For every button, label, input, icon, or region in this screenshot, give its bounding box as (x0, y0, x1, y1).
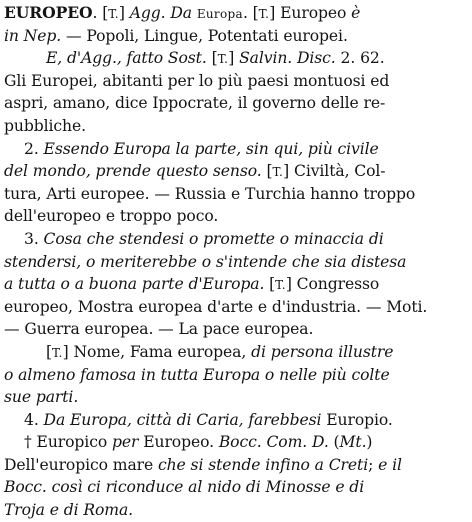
entry-line (4, 160, 468, 183)
entry-text-segment: . [ (242, 4, 259, 22)
entry-text-segment: tura, Arti europee. — Russia e Turchia hanno troppo (4, 184, 416, 203)
entry-text-segment: Troja e di Roma. (4, 501, 134, 520)
entry-line (4, 476, 468, 499)
entry-text-segment: a tutta o a buona parte d'Europa. (4, 275, 265, 294)
entry-line (4, 499, 468, 522)
entry-text-segment: E, d'Agg., fatto Sost. (46, 49, 207, 68)
entry-line (4, 273, 468, 296)
entry-text-segment: è (351, 4, 361, 22)
entry-line (4, 92, 468, 115)
entry-text-segment: † Europico (24, 433, 112, 452)
entry-text-segment: o almeno famosa in tutta Europa o nelle più colte (4, 365, 390, 384)
entry-text-segment: pubbliche. (4, 116, 86, 135)
entry-line (4, 251, 468, 274)
entry-text-segment: Europa (196, 7, 243, 21)
entry-text-segment: che si stende infino a Creti (157, 455, 369, 474)
entry-line (4, 341, 468, 364)
entry-text-segment: del mondo, prende questo senso. (4, 162, 262, 181)
entry-text-segment: . [ (92, 4, 109, 22)
entry-text-segment: stendersi, o meriterebbe o s'intende che sia distesa (4, 252, 407, 271)
entry-text-segment: — Guerra europea. — La pace europea. (4, 320, 314, 339)
entry-text-segment: 3. (24, 229, 44, 248)
entry-text-segment: Dell'europico mare (4, 455, 158, 474)
entry-line (4, 364, 468, 387)
entry-line (4, 70, 468, 93)
entry-text-segment: Bocc. così ci riconduce al nido di Minosse e di (4, 478, 365, 497)
entry-text-segment: ] Civiltà, Col- (283, 162, 386, 181)
entry-line (4, 47, 468, 70)
entry-line (4, 115, 468, 138)
entry-text-segment: EUROPEO (4, 3, 93, 22)
entry-text-segment: T. (217, 52, 229, 67)
entry-line (4, 431, 468, 454)
entry-text-segment: e il (378, 455, 402, 474)
entry-text-segment: 2. 62. (335, 49, 385, 68)
entry-text-segment: T. (275, 278, 286, 293)
entry-text-segment: T. (108, 7, 119, 21)
entry-text-segment: ; (368, 455, 379, 474)
entry-line (4, 409, 468, 432)
entry-text-segment: dell'europeo e troppo poco. (4, 207, 219, 226)
entry-line (4, 138, 468, 161)
entry-text-segment: [ (264, 275, 276, 294)
entry-text-segment: per (111, 433, 139, 452)
entry-text-segment: 4. (24, 410, 44, 429)
entry-text-segment: Da Europa, città di Caria, farebbesi (43, 410, 322, 429)
entry-line (4, 183, 468, 206)
entry-line (4, 454, 468, 477)
entry-text-segment: [ (206, 49, 218, 68)
entry-text-segment: aspri, amano, dice Ippocrate, il governo delle re- (4, 94, 386, 113)
entry-text-segment: Essendo Europa la parte, sin qui, più civile (43, 139, 379, 158)
entry-text-segment: sue parti. (4, 388, 79, 407)
entry-text-segment: Gli Europei, abitanti per lo più paesi montuosi ed (4, 71, 390, 90)
entry-text-segment: Salvin. Disc. (239, 49, 336, 68)
entry-text-segment: ] (118, 4, 130, 22)
entry-text-segment: [ (46, 342, 52, 361)
entry-text-segment: Mt. (339, 433, 367, 452)
entry-line (4, 228, 468, 251)
entry-text-segment: Cosa che stendesi o promette o minaccia di (43, 229, 384, 248)
entry-text-segment: T. (258, 7, 270, 21)
entry-text-segment: ] Nome, Fama europea, (62, 342, 252, 361)
entry-text-segment: ] Congresso (285, 275, 380, 294)
entry-text-segment: Europeo. (138, 433, 219, 452)
entry-text-segment: T. (51, 345, 63, 360)
entry-text-segment: di persona illustre (251, 342, 394, 361)
entry-text-segment: T. (272, 165, 284, 180)
entry-text-segment: Bocc. Com. D. (218, 433, 329, 452)
entry-text-segment: 2. (24, 139, 44, 158)
entry-text-segment: europeo, Mostra europea d'arte e d'industria. — Moti. (4, 297, 428, 316)
entry-line (4, 296, 468, 319)
entry-text-segment: ] (228, 49, 240, 68)
entry-line (4, 2, 468, 25)
entry-text-segment: [ (261, 162, 273, 181)
entry-text-segment: ) (366, 433, 373, 452)
entry-text-segment: ( (328, 433, 340, 452)
entry-text-segment: ] Europeo (269, 4, 352, 22)
entry-line (4, 205, 468, 228)
entry-text-segment: in Nep. (4, 26, 62, 45)
entry-text-segment: Agg. Da (129, 4, 197, 22)
entry-text-segment: Europio. (321, 410, 393, 429)
entry-line (4, 318, 468, 341)
dictionary-entry (4, 2, 468, 522)
entry-line (4, 25, 468, 48)
entry-text-segment: — Popoli, Lingue, Potentati europei. (61, 26, 348, 45)
entry-line (4, 386, 468, 409)
